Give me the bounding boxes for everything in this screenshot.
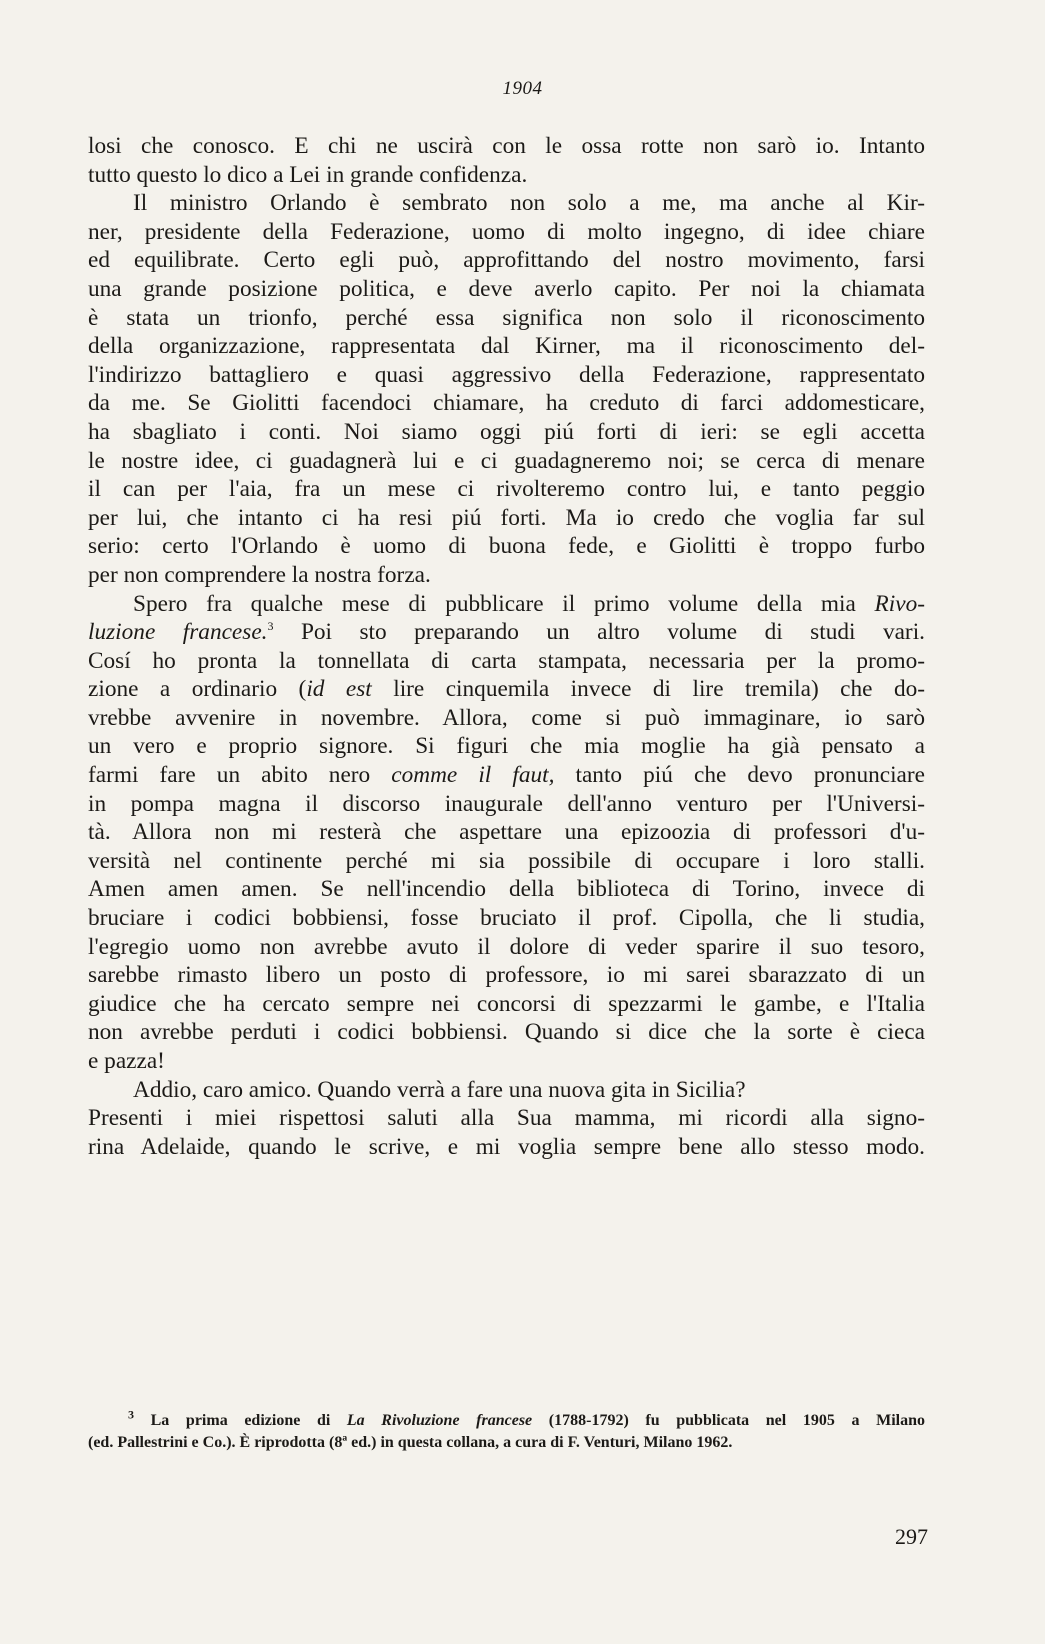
latin-phrase-italic: id est: [306, 676, 372, 703]
text-line: l'indirizzo battagliero e quasi aggressivo della Federazione, rappresentato: [88, 361, 925, 388]
text-run: La prima edizione di: [134, 1412, 347, 1429]
text-run: lire cinquemila invece di lire tremila) che do-: [371, 676, 925, 703]
text-line: Il ministro Orlando è sembrato non solo a me, ma anche al Kir-: [133, 190, 925, 217]
text-line: [88, 675, 925, 704]
text-line: non avrebbe perduti i codici bobbiensi. Quando si dice che la sorte è cieca: [88, 1019, 925, 1046]
text-run: tanto piú che devo pronunciare: [554, 762, 925, 789]
footnote: [88, 1407, 925, 1454]
text-line: e pazza!: [88, 1048, 165, 1074]
footnote-marker: 3: [128, 1407, 134, 1422]
text-line: è stata un trionfo, perché essa significa non solo il riconoscimento: [88, 304, 925, 331]
text-line: le nostre idee, ci guadagnerà lui e ci guadagneremo noi; se cerca di menare: [88, 447, 925, 474]
footnote-ref: 3: [267, 619, 274, 634]
text-line: Presenti i miei rispettosi saluti alla Sua mamma, mi ricordi alla signo-: [88, 1105, 925, 1132]
text-line: bruciare i codici bobbiensi, fosse bruciato il prof. Cipolla, che li studia,: [88, 905, 925, 932]
text-run: (1788-1792) fu pubblicata nel 1905 a Milano: [532, 1412, 925, 1429]
text-line: della organizzazione, rappresentata dal Kirner, ma il riconoscimento del-: [88, 333, 925, 360]
text-line: vrebbe avvenire in novembre. Allora, come si può immaginare, io sarò: [88, 704, 925, 731]
text-line: [88, 618, 925, 647]
text-line: Cosí ho pronta la tonnellata di carta stampata, necessaria per la promo-: [88, 647, 925, 674]
book-title-italic: Rivo-: [874, 590, 925, 617]
footnote-line: (ed. Pallestrini e Co.). È riprodotta (8ª ed.) in questa collana, a cura di F. Venturi, Milano 1962.: [88, 1434, 733, 1451]
footnote-line: [88, 1407, 925, 1432]
text-line: per lui, che intanto ci ha resi piú forti. Ma io credo che voglia far sul: [88, 504, 925, 531]
text-line: l'egregio uomo non avrebbe avuto il dolore di veder sparire il suo tesoro,: [88, 933, 925, 960]
text-run: farmi fare un abito nero: [88, 762, 392, 789]
text-line: un vero e proprio signore. Si figuri che mia moglie ha già pensato a: [88, 733, 925, 760]
text-line: [88, 761, 925, 790]
text-line: losi che conosco. E chi ne uscirà con le ossa rotte non sarò io. Intanto: [88, 133, 925, 159]
text-line: Amen amen amen. Se nell'incendio della biblioteca di Torino, invece di: [88, 876, 925, 903]
text-line: [88, 590, 925, 619]
text-line: ha sbagliato i conti. Noi siamo oggi piú forti di ieri: se egli accetta: [88, 418, 925, 445]
text-line: per non comprendere la nostra forza.: [88, 561, 431, 588]
text-line: serio: certo l'Orlando è uomo di buona fede, e Giolitti è troppo furbo: [88, 533, 925, 560]
text-line: sarebbe rimasto libero un posto di professore, io mi sarei sbarazzato di un: [88, 962, 925, 989]
text-line: ed equilibrate. Certo egli può, approfittando del nostro movimento, farsi: [88, 247, 925, 274]
letter-body: [88, 132, 925, 1161]
page-number: 297: [895, 1524, 928, 1549]
text-line: da me. Se Giolitti facendoci chiamare, ha creduto di farci addomesticare,: [88, 390, 925, 417]
text-line: il can per l'aia, fra un mese ci rivolteremo contro lui, e tanto peggio: [88, 476, 925, 503]
text-line: ner, presidente della Federazione, uomo di molto ingegno, di idee chiare: [88, 218, 925, 245]
text-run: zione a ordinario (: [88, 676, 307, 703]
text-line: versità nel continente perché mi sia possibile di occupare i loro stalli.: [88, 847, 925, 874]
text-line: rina Adelaide, quando le scrive, e mi voglia sempre bene allo stesso modo.: [88, 1133, 925, 1160]
text-run: Poi sto preparando un altro volume di studi vari.: [273, 619, 925, 646]
text-line: Addio, caro amico. Quando verrà a fare una nuova gita in Sicilia?: [133, 1076, 746, 1103]
running-head: 1904: [502, 78, 543, 99]
book-title-italic: La Rivoluzione francese: [346, 1412, 533, 1429]
text-run: Spero fra qualche mese di pubblicare il primo volume della mia: [133, 590, 875, 617]
book-title-italic: luzione francese.: [88, 619, 268, 646]
text-line: tà. Allora non mi resterà che aspettare una epizoozia di professori d'u-: [88, 819, 925, 846]
text-line: tutto questo lo dico a Lei in grande confidenza.: [88, 161, 528, 188]
text-line: giudice che ha cercato sempre nei concorsi di spezzarmi le gambe, e l'Italia: [88, 990, 925, 1017]
text-line: in pompa magna il discorso inaugurale dell'anno venturo per l'Universi-: [88, 790, 925, 817]
french-phrase-italic: comme il faut,: [391, 762, 555, 789]
text-line: una grande posizione politica, e deve averlo capito. Per noi la chiamata: [88, 275, 925, 302]
